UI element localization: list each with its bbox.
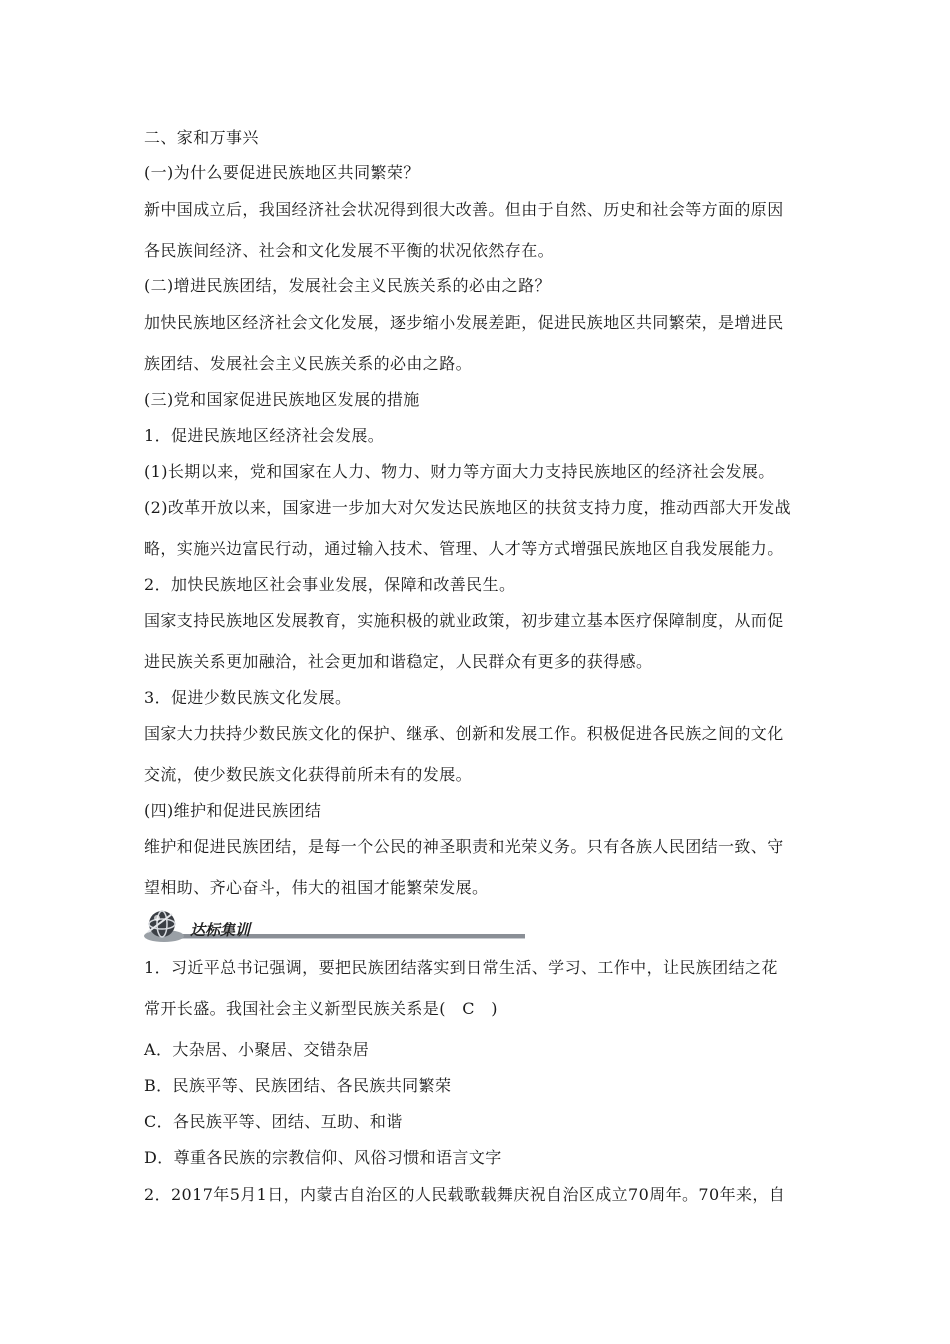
q1-heading: (一)为什么要促进民族地区共同繁荣？ — [144, 163, 420, 182]
exercise2-stem-line-1: 2．2017年5月1日，内蒙古自治区的人民载歌载舞庆祝自治区成立70周年。70年来，自 — [144, 1185, 786, 1204]
exercise1-option-b: B．民族平等、民族团结、各民族共同繁荣 — [144, 1076, 452, 1095]
q1-text-line-2: 各民族间经济、社会和文化发展不平衡的状况依然存在。 — [144, 241, 555, 260]
q1-text-line-1: 新中国成立后，我国经济社会状况得到很大改善。但由于自然、历史和社会等方面的原因 — [144, 200, 784, 219]
q3-item2: 2．加快民族地区社会事业发展，保障和改善民生。 — [144, 575, 516, 594]
q3-item1-b-line-1: (2)改革开放以来，国家进一步加大对欠发达民族地区的扶贫支持力度，推动西部大开发战 — [144, 498, 792, 517]
q3-item2-text-line-2: 进民族关系更加融洽，社会更加和谐稳定，人民群众有更多的获得感。 — [144, 652, 653, 671]
q3-item2-text-line-1: 国家支持民族地区发展教育，实施积极的就业政策，初步建立基本医疗保障制度，从而促 — [144, 611, 784, 630]
q3-item1: 1．促进民族地区经济社会发展。 — [144, 426, 385, 445]
q2-text-line-2: 族团结、发展社会主义民族关系的必由之路。 — [144, 354, 473, 373]
globe-icon — [142, 906, 186, 944]
q3-heading: (三)党和国家促进民族地区发展的措施 — [144, 390, 420, 409]
q3-item1-a: (1)长期以来，党和国家在人力、物力、财力等方面大力支持民族地区的经济社会发展。 — [144, 462, 775, 481]
banner-label: 达标集训 — [190, 921, 251, 939]
q3-item3-text-line-2: 交流，使少数民族文化获得前所未有的发展。 — [144, 765, 473, 784]
q4-text-line-1: 维护和促进民族团结，是每一个公民的神圣职责和光荣义务。只有各族人民团结一致、守 — [144, 837, 784, 856]
exercise1-option-c: C．各民族平等、团结、互助、和谐 — [144, 1112, 403, 1131]
q4-heading: (四)维护和促进民族团结 — [144, 801, 322, 820]
q2-text-line-1: 加快民族地区经济社会文化发展，逐步缩小发展差距，促进民族地区共同繁荣，是增进民 — [144, 313, 784, 332]
q3-item3-text-line-1: 国家大力扶持少数民族文化的保护、继承、创新和发展工作。积极促进各民族之间的文化 — [144, 724, 784, 743]
exercise1-stem-line-1: 1．习近平总书记强调，要把民族团结落实到日常生活、学习、工作中，让民族团结之花 — [144, 958, 778, 977]
q2-heading: (二)增进民族团结，发展社会主义民族关系的必由之路？ — [144, 276, 551, 295]
exercise1-stem-line-2: 常开长盛。我国社会主义新型民族关系是( C ) — [144, 999, 498, 1018]
exercise1-option-a: A．大杂居、小聚居、交错杂居 — [144, 1040, 370, 1059]
q4-text-line-2: 望相助、齐心奋斗，伟大的祖国才能繁荣发展。 — [144, 878, 489, 897]
q3-item3: 3．促进少数民族文化发展。 — [144, 688, 352, 707]
exercise1-option-d: D．尊重各民族的宗教信仰、风俗习惯和语言文字 — [144, 1148, 502, 1167]
section-heading: 二、家和万事兴 — [144, 128, 259, 147]
q3-item1-b-line-2: 略，实施兴边富民行动，通过输入技术、管理、人才等方式增强民族地区自我发展能力。 — [144, 539, 784, 558]
